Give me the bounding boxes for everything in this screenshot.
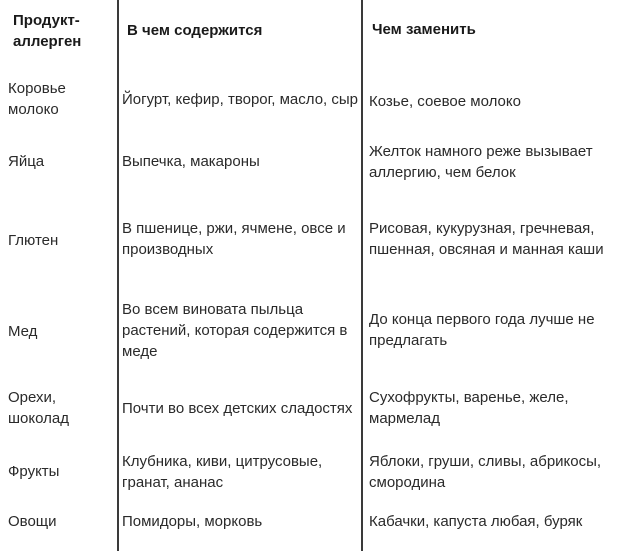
header-replace: [372, 19, 612, 40]
table-row-cell-replace: [369, 140, 615, 184]
cell-replace: Рисовая, кукурузная, гречневая, пшенная, овсяная и манная каши: [369, 220, 604, 258]
table-row-cell-replace: [369, 308, 615, 352]
cell-replace: Кабачки, капуста любая, буряк: [369, 512, 583, 530]
cell-contains: Во всем виновата пыльца растений, которая содержится в меде: [122, 300, 348, 360]
cell-contains: Клубника, киви, цитрусовые, гранат, ананас: [122, 453, 323, 491]
cell-product: Овощи: [8, 512, 57, 530]
cell-contains: Помидоры, морковь: [122, 512, 263, 530]
cell-product: Яйца: [8, 152, 45, 170]
cell-contains: Выпечка, макароны: [122, 152, 260, 170]
cell-product: Орехи, шоколад: [8, 389, 69, 427]
header-contains-label: В чем содержится: [127, 22, 263, 39]
column-divider: [117, 0, 119, 551]
cell-product: Мед: [8, 322, 38, 340]
table-row-cell-contains: [122, 216, 358, 262]
table-row-cell-product: [8, 229, 112, 251]
cell-contains: Почти во всех детских сладостях: [122, 399, 353, 417]
table-row-cell-replace: [369, 510, 615, 532]
table-row-cell-product: [8, 386, 112, 430]
table-row-cell-replace: [369, 450, 615, 494]
cell-contains: Йогурт, кефир, творог, масло, сыр: [122, 90, 359, 108]
table-row-cell-contains: [122, 297, 358, 363]
table-row-cell-replace: [369, 206, 615, 272]
table-row-cell-replace: [369, 386, 615, 430]
table-row-cell-product: [8, 77, 112, 121]
header-contains: [127, 20, 357, 41]
cell-replace: Яблоки, груши, сливы, абрикосы, смородина: [369, 453, 602, 491]
cell-product: Глютен: [8, 231, 59, 249]
cell-contains: В пшенице, ржи, ячмене, овсе и производных: [122, 220, 346, 258]
header-replace-label: Чем заменить: [372, 21, 476, 38]
table-row-cell-product: [8, 320, 112, 342]
table-row-cell-product: [8, 460, 112, 482]
cell-replace: Желток намного реже вызывает аллергию, чем белок: [369, 143, 593, 181]
table-row-cell-contains: [122, 510, 358, 532]
cell-product: Коровье молоко: [8, 80, 66, 118]
table-row-cell-replace: [369, 90, 615, 112]
cell-replace: Козье, соевое молоко: [369, 92, 521, 110]
table-row-cell-contains: [122, 386, 358, 430]
table-row-cell-contains: [122, 450, 358, 494]
cell-product: Фрукты: [8, 462, 60, 480]
column-divider: [361, 0, 363, 551]
header-product-label: Продукт-аллерген: [13, 12, 82, 50]
header-product: [13, 10, 109, 52]
cell-replace: До конца первого года лучше не предлагать: [369, 311, 595, 349]
table-row-cell-product: [8, 510, 112, 532]
table-row-cell-product: [8, 150, 112, 172]
cell-replace: Сухофрукты, варенье, желе, мармелад: [369, 389, 569, 427]
table-row-cell-contains: [122, 150, 358, 172]
table-row-cell-contains: [122, 77, 358, 121]
